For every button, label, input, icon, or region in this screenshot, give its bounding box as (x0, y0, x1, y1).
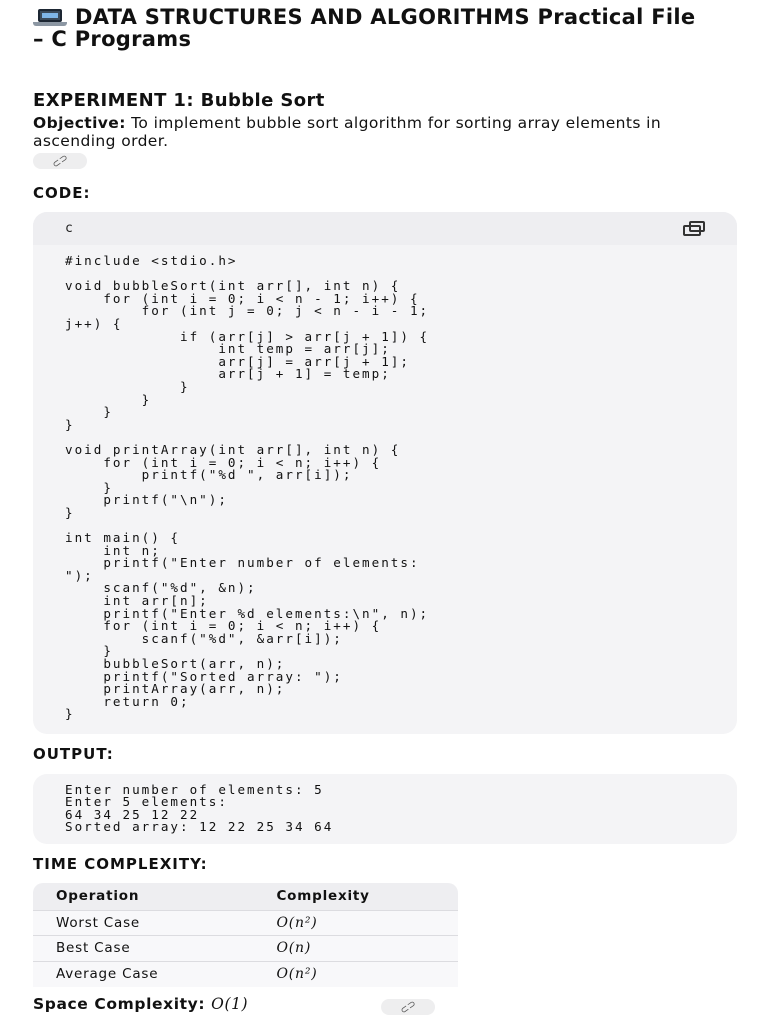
objective-text: To implement bubble sort algorithm for sorting array elements in ascending order. (33, 114, 662, 150)
page-title-text: DATA STRUCTURES AND ALGORITHMS Practical File – C Programs (33, 5, 696, 51)
space-complexity (33, 995, 248, 1013)
table-cell-complexity: O(n) (253, 936, 458, 962)
objective-label: Objective: (33, 114, 126, 132)
table-row (33, 936, 458, 962)
output-section-label: OUTPUT: (33, 745, 114, 763)
output-text: Enter number of elements: 5 Enter 5 elements: 64 34 25 12 22 Sorted array: 12 22 25 34 64 (65, 782, 334, 835)
complexity-table (33, 883, 458, 987)
link-icon: ⊂⊃ (397, 997, 419, 1017)
experiment-heading: EXPERIMENT 1: Bubble Sort (33, 90, 325, 111)
table-cell-complexity: O(n²) (253, 961, 458, 987)
table-header-row (33, 883, 458, 910)
table-row (33, 961, 458, 987)
output-block (33, 774, 737, 844)
table-cell-operation: Worst Case (33, 910, 253, 936)
table-row (33, 910, 458, 936)
code-block-header (33, 212, 737, 245)
page-title (33, 6, 713, 50)
objective-paragraph (33, 114, 713, 150)
link-chip[interactable] (33, 153, 87, 169)
code-block (33, 212, 737, 734)
table-cell-operation: Average Case (33, 961, 253, 987)
space-complexity-value: O(1) (211, 995, 249, 1013)
link-icon: ⊂⊃ (49, 151, 71, 171)
link-chip[interactable] (381, 999, 435, 1015)
code-language-label: c (65, 221, 73, 236)
table-cell-operation: Best Case (33, 936, 253, 962)
copy-icon[interactable] (679, 221, 705, 237)
table-cell-complexity: O(n²) (253, 910, 458, 936)
code-section-label: CODE: (33, 184, 91, 202)
space-complexity-label: Space Complexity: (33, 995, 212, 1013)
table-header-complexity: Complexity (253, 883, 458, 910)
code-text: #include <stdio.h> void bubbleSort(int arr[], int n) { for (int i = 0; i < n - 1; i++) { for (int j = 0; j < n - i - 1; j++) { if (arr[j] > arr[j + 1]) { int temp = arr[j]; arr[j] = arr[j + 1]; arr[j + 1] = temp; } } } } void printArray(int arr[], int n) { for (int i = 0; i < n; i++) { printf("%d ", arr[i]); } printf("\n"); } int main() { int n; printf("Enter number of elements: "); scanf("%d", &n); int arr[n]; printf("Enter %d elements:\n", n); for (int i = 0; i < n; i++) { scanf("%d", &arr[i]); } bubbleSort(arr, n); printf("Sorted array: "); printArray(arr, n); return 0; } (65, 253, 430, 722)
time-complexity-label: TIME COMPLEXITY: (33, 855, 208, 873)
table-header-operation: Operation (33, 883, 253, 910)
laptop-icon (33, 9, 67, 25)
